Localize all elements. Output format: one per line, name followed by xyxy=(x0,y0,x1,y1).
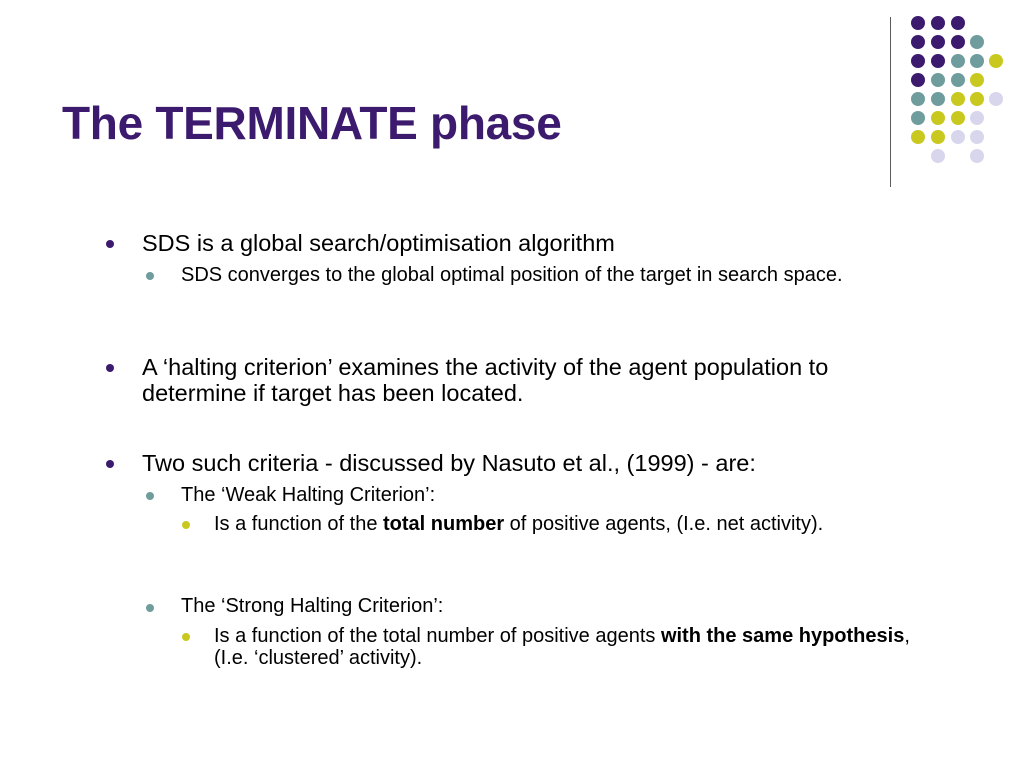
bullet-text-emphasis: total number xyxy=(383,513,505,535)
bullet-marker xyxy=(146,272,154,280)
bullet-level2-text: The ‘Weak Halting Criterion’: xyxy=(181,484,436,506)
bullet-text-part: Is a function of the total number of positive agents xyxy=(214,625,661,647)
bullet-level2-text: The ‘Strong Halting Criterion’: xyxy=(181,595,444,617)
bullet-marker xyxy=(106,364,114,372)
bullet-marker xyxy=(182,521,190,529)
bullet-level1-text: A ‘halting criterion’ examines the activity of the agent population to determine if target has been located. xyxy=(142,354,829,406)
bullet-text-emphasis: with the same hypothesis xyxy=(660,625,905,647)
bullet-text-part: Is a function of the xyxy=(214,513,383,535)
bullet-marker xyxy=(106,460,114,468)
bullet-level1-text: Two such criteria - discussed by Nasuto et al., (1999) - are: xyxy=(142,450,756,476)
bullet-text-part: , (I.e. ‘clustered’ activity). xyxy=(214,625,910,669)
bullet-level1-text: SDS is a global search/optimisation algorithm xyxy=(142,230,615,256)
bullet-level3-text xyxy=(214,625,924,669)
bullet-marker xyxy=(146,604,154,612)
bullet-text-part: of positive agents, (I.e. net activity). xyxy=(504,513,824,535)
bullet-marker xyxy=(106,240,114,248)
bullet-level2-text: SDS converges to the global optimal position of the target in search space. xyxy=(181,264,843,286)
bullet-level3-text xyxy=(214,513,874,535)
slide-title: The TERMINATE phase xyxy=(62,97,562,149)
bullet-marker xyxy=(182,633,190,641)
bullet-marker xyxy=(146,492,154,500)
